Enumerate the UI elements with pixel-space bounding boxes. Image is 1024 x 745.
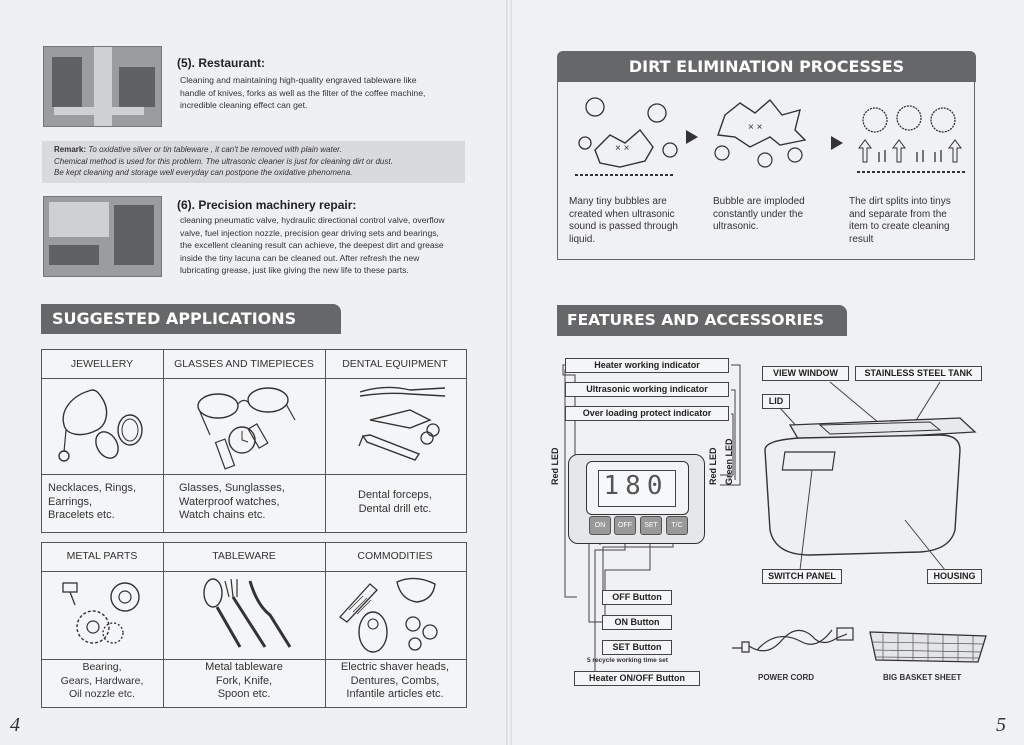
- text-line: Fork, Knife,: [215, 674, 273, 687]
- text-line: Electric shaver heads,: [340, 661, 450, 673]
- red-led-left-label: Red LED: [550, 447, 560, 485]
- tableware-desc: [163, 661, 325, 702]
- implode-step-illustration: [710, 95, 820, 175]
- text-line: Oil nozzle etc.: [69, 688, 135, 700]
- text-line: Necklaces, Rings,: [48, 482, 137, 494]
- red-led-right-label: Red LED: [708, 447, 718, 485]
- suggested-applications-banner: SUGGESTED APPLICATIONS: [41, 304, 341, 334]
- remark-label: Remark:: [54, 145, 87, 154]
- restaurant-title: (5). Restaurant:: [177, 56, 266, 70]
- text-line: incredible cleaning effect can get.: [180, 100, 308, 110]
- text-line: the excellent cleaning result can achieve, the deepest dirt and grease: [180, 240, 444, 250]
- precision-title: (6). Precision machinery repair:: [177, 198, 357, 212]
- heater-button-label: Heater ON/OFF Button: [574, 671, 700, 686]
- text-line: Glasses, Sunglasses,: [179, 482, 285, 494]
- arrow-right-icon: [686, 130, 698, 144]
- restaurant-photo: [43, 46, 162, 127]
- header-metal-parts: METAL PARTS: [66, 550, 138, 562]
- text-line: created when ultrasonic: [569, 208, 675, 220]
- power-cord-illustration: [727, 618, 857, 668]
- panel-off-button[interactable]: OFF: [614, 516, 636, 535]
- text-line: Dental drill etc.: [358, 502, 432, 515]
- remark-box: [42, 141, 465, 183]
- shaver-denture-comb-illustration: [335, 572, 445, 657]
- text-line: cleaning pneumatic valve, hydraulic directional control valve, overflow: [180, 215, 445, 225]
- set-button-label: SET Button: [602, 640, 672, 655]
- ultrasonic-indicator-label: Ultrasonic working indicator: [565, 382, 729, 397]
- left-page: [0, 0, 508, 745]
- header-commodities: COMMODITIES: [357, 550, 433, 562]
- metal-parts-desc: [41, 661, 163, 702]
- page-number-left: 4: [10, 714, 20, 736]
- display-value: 180: [603, 471, 669, 501]
- text-line: Waterproof watches,: [179, 495, 280, 508]
- text-line: valve, fuel injection nozzle, precision gear driving sets and bearings,: [180, 227, 439, 238]
- fork-knife-spoon-illustration: [195, 575, 305, 655]
- glasses-desc: [179, 482, 324, 523]
- remark-line: Chemical method is used for this problem. The ultrasonic cleaner is just for cleaning dirt or dust.: [54, 156, 393, 166]
- header-glasses: GLASSES AND TIMEPIECES: [174, 358, 314, 370]
- bubbles-step-illustration: [575, 95, 685, 175]
- text-line: Bubble are imploded: [713, 196, 805, 207]
- text-line: and separate from the: [849, 208, 947, 220]
- features-accessories-banner: FEATURES AND ACCESSORIES: [557, 305, 847, 336]
- panel-heater-button[interactable]: T/C: [666, 516, 688, 535]
- dental-tools-illustration: [355, 380, 455, 470]
- glasses-watch-illustration: [190, 380, 300, 470]
- text-line: ultrasonic.: [713, 221, 759, 232]
- step-2-text: [713, 196, 833, 234]
- text-line: Infantile articles etc.: [346, 688, 444, 700]
- text-line: liquid.: [569, 233, 596, 245]
- text-line: Many tiny bubbles are: [569, 196, 667, 207]
- text-line: Earrings,: [48, 495, 93, 508]
- ultrasonic-cleaner-illustration: [760, 380, 980, 550]
- text-line: Dental forceps,: [358, 489, 432, 501]
- text-line: handle of knives, forks as well as the filter of the coffee machine,: [180, 87, 426, 98]
- tank-label: STAINLESS STEEL TANK: [855, 366, 982, 381]
- step-1-text: [569, 196, 694, 246]
- text-line: Gears, Hardware,: [60, 674, 144, 687]
- workshop-photo: [43, 196, 162, 277]
- header-jewellery: JEWELLERY: [70, 358, 134, 370]
- text-line: Bearing,: [82, 661, 122, 673]
- switch-panel-label: SWITCH PANEL: [762, 569, 842, 584]
- housing-label: HOUSING: [927, 569, 982, 584]
- dirt-split-step-illustration: [857, 100, 967, 180]
- text-line: Watch chains etc.: [179, 509, 266, 521]
- commodities-desc: [325, 661, 465, 702]
- text-line: inside the tiny lacuna can be cleaned out. After refresh the new: [180, 252, 420, 263]
- svg-text:× ×: × ×: [615, 143, 630, 154]
- on-button-label: ON Button: [602, 615, 672, 630]
- page-number-right: 5: [996, 714, 1006, 736]
- set-button-note: 5 recycle working time set: [587, 657, 668, 664]
- panel-on-button[interactable]: ON: [589, 516, 611, 535]
- header-dental: DENTAL EQUIPMENT: [342, 358, 448, 370]
- text-line: Bracelets etc.: [48, 509, 115, 521]
- text-line: item to create cleaning: [849, 221, 950, 232]
- remark-line: Be kept cleaning and storage well everyday can postpone the oxidative phenomena.: [54, 168, 353, 177]
- view-window-label: VIEW WINDOW: [762, 366, 849, 381]
- green-led-label: Green LED: [724, 438, 734, 485]
- svg-text:× ×: × ×: [748, 122, 763, 133]
- step-3-text: [849, 196, 974, 246]
- text-line: Dentures, Combs,: [350, 674, 440, 687]
- necklace-ring-illustration: [52, 380, 152, 470]
- overload-indicator-label: Over loading protect indicator: [565, 406, 729, 421]
- jewellery-desc: [48, 482, 163, 523]
- dirt-elimination-banner: DIRT ELIMINATION PROCESSES: [557, 51, 976, 82]
- arrow-right-icon: [831, 136, 843, 150]
- text-line: constantly under the: [713, 208, 804, 220]
- text-line: Spoon etc.: [217, 688, 271, 700]
- text-line: Cleaning and maintaining high-quality engraved tableware like: [180, 75, 417, 85]
- precision-body: [180, 214, 480, 277]
- text-line: The dirt splits into tinys: [849, 196, 951, 207]
- restaurant-body: [180, 74, 480, 112]
- remark-line: To oxidative silver or tin tableware , it can't be removed with plain water.: [88, 145, 342, 154]
- heater-indicator-label: Heater working indicator: [565, 358, 729, 373]
- basket-illustration: [868, 626, 988, 671]
- text-line: result: [849, 233, 874, 245]
- text-line: sound is passed through: [569, 221, 678, 232]
- lid-label: LID: [762, 394, 790, 409]
- header-tableware: TABLEWARE: [212, 550, 276, 562]
- gears-bearing-illustration: [55, 575, 155, 655]
- text-line: lubricating grease, just like giving the new life to these parts.: [180, 265, 409, 275]
- basket-label: BIG BASKET SHEET: [883, 673, 962, 682]
- dental-desc: [325, 489, 465, 516]
- power-cord-label: POWER CORD: [758, 673, 814, 682]
- text-line: Metal tableware: [205, 661, 283, 673]
- off-button-label: OFF Button: [602, 590, 672, 605]
- panel-set-button[interactable]: SET: [640, 516, 662, 535]
